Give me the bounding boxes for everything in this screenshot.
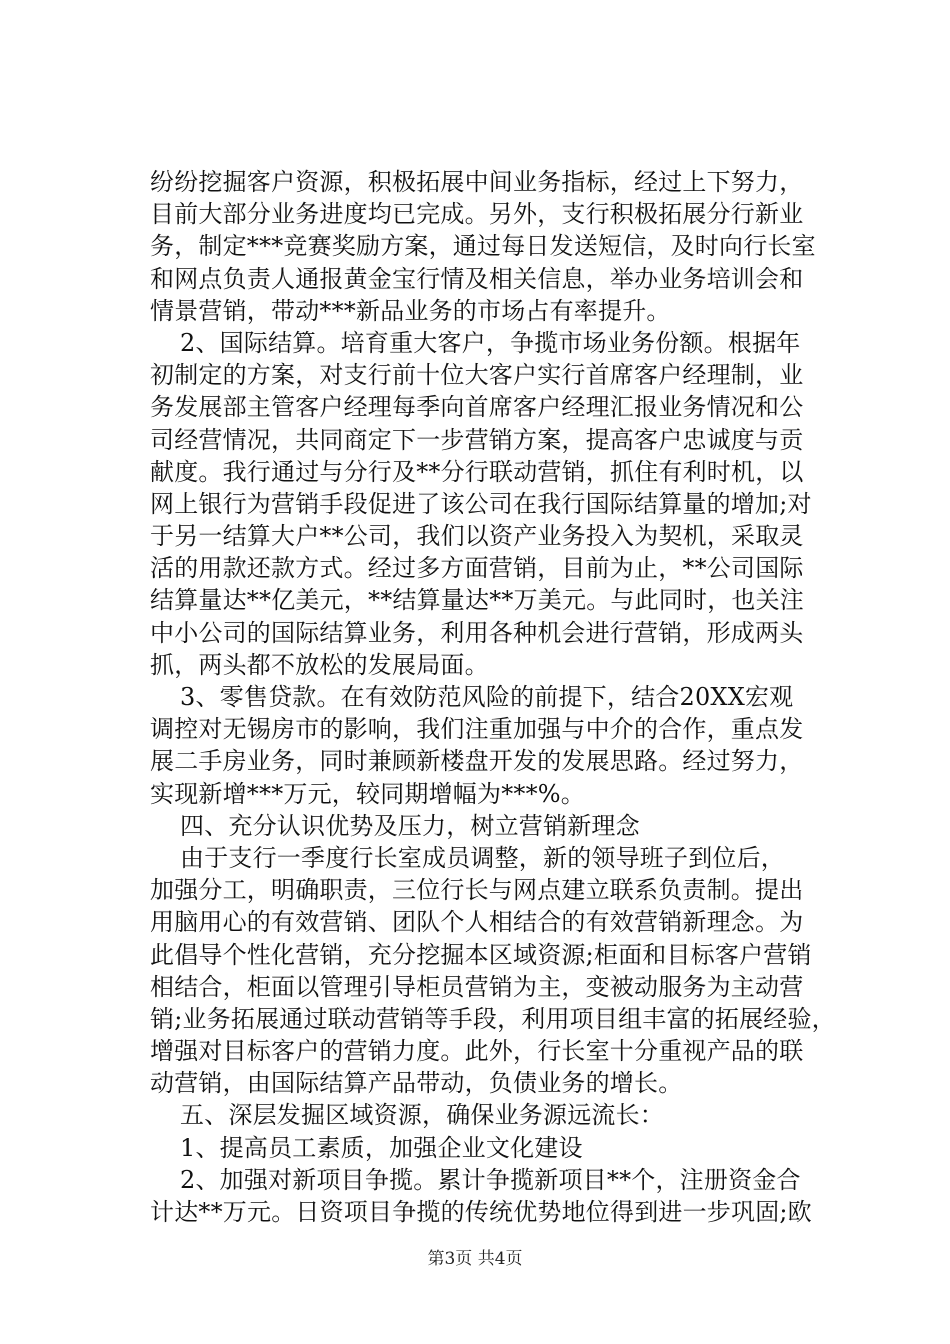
- text-line: 务发展部主管客户经理每季向首席客户经理汇报业务情况和公: [150, 393, 804, 422]
- text-line: 和网点负责人通报黄金宝行情及相关信息，举办业务培训会和: [150, 264, 804, 293]
- text-line: 相结合，柜面以管理引导柜员营销为主，变被动服务为主动营: [150, 972, 804, 1001]
- text-line: 2、加强对新项目争揽。累计争揽新项目**个，注册资金合: [180, 1165, 801, 1194]
- text-line: 抓，两头都不放松的发展局面。: [150, 650, 489, 679]
- text-line: 纷纷挖掘客户资源，积极拓展中间业务指标，经过上下努力，: [150, 168, 804, 196]
- text-line: 用脑用心的有效营销、团队个人相结合的有效营销新理念。为: [150, 908, 804, 937]
- text-line: 计达**万元。日资项目争揽的传统优势地位得到进一步巩固;欧: [150, 1198, 812, 1226]
- text-line: 活的用款还款方式。经过多方面营销，目前为止，**公司国际: [150, 554, 804, 583]
- text-line: 司经营情况，共同商定下一步营销方案，提高客户忠诚度与贡: [150, 425, 804, 454]
- text-line: 销;业务拓展通过联动营销等手段，利用项目组丰富的拓展经验，: [150, 1004, 836, 1033]
- document-body: [150, 166, 840, 1228]
- text-line: 动营销，由国际结算产品带动，负债业务的增长。: [150, 1069, 683, 1098]
- text-line: 增强对目标客户的营销力度。此外，行长室十分重视产品的联: [150, 1037, 804, 1066]
- text-line: 网上银行为营销手段促进了该公司在我行国际结算量的增加;对: [150, 489, 812, 518]
- text-line: 务，制定***竞赛奖励方案，通过每日发送短信，及时向行长室: [150, 232, 816, 261]
- text-line: 五、深层发掘区域资源，确保业务源远流长：: [180, 1101, 664, 1130]
- text-line: 3、零售贷款。在有效防范风险的前提下，结合20XX宏观: [180, 683, 794, 711]
- text-line: 1、提高员工素质，加强企业文化建设: [180, 1133, 583, 1162]
- text-line: 由于支行一季度行长室成员调整，新的领导班子到位后，: [180, 843, 785, 872]
- text-line: 实现新增***万元，较同期增幅为***%。: [150, 779, 586, 808]
- text-line: 于另一结算大户**公司，我们以资产业务投入为契机，采取灵: [150, 522, 804, 551]
- text-line: 加强分工，明确职责，三位行长与网点建立联系负责制。提出: [150, 876, 804, 905]
- text-line: 初制定的方案，对支行前十位大客户实行首席客户经理制，业: [150, 361, 804, 390]
- text-line: 2、国际结算。培育重大客户，争揽市场业务份额。根据年: [180, 328, 801, 357]
- text-line: 献度。我行通过与分行及**分行联动营销，抓住有利时机，以: [150, 457, 804, 486]
- text-line: 结算量达**亿美元，**结算量达**万美元。与此同时，也关注: [150, 586, 804, 615]
- text-line: 中小公司的国际结算业务，利用各种机会进行营销，形成两头: [150, 618, 804, 647]
- text-line: 目前大部分业务进度均已完成。另外，支行积极拓展分行新业: [150, 200, 804, 229]
- text-line: 四、充分认识优势及压力，树立营销新理念: [180, 811, 640, 840]
- page-footer: 第3页 共4页: [427, 1249, 523, 1269]
- text-line: 情景营销，带动***新品业务的市场占有率提升。: [150, 296, 671, 325]
- text-line: 调控对无锡房市的影响，我们注重加强与中介的合作，重点发: [150, 715, 804, 744]
- text-line: 展二手房业务，同时兼顾新楼盘开发的发展思路。经过努力，: [150, 747, 804, 776]
- text-line: 此倡导个性化营销，充分挖掘本区域资源;柜面和目标客户营销: [150, 940, 812, 969]
